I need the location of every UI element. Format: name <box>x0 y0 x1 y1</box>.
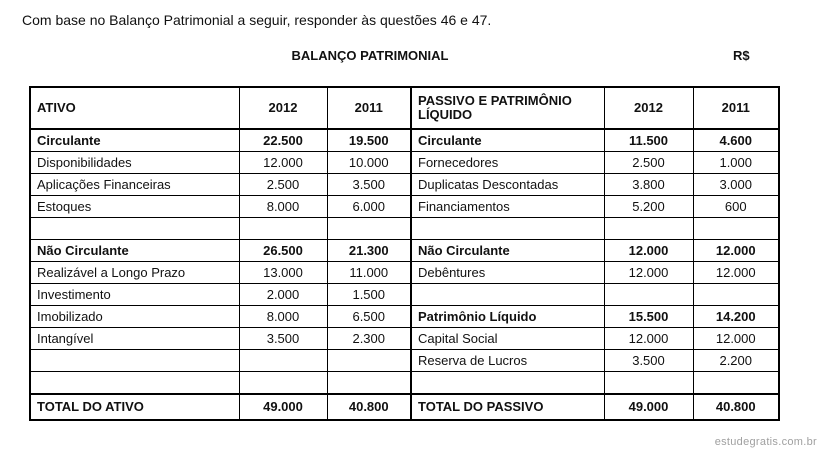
passivo-label: Patrimônio Líquido <box>411 306 604 328</box>
table-row <box>30 262 779 284</box>
passivo-2012: 12.000 <box>604 262 693 284</box>
ativo-label: Disponibilidades <box>30 152 239 174</box>
total-ativo-label: TOTAL DO ATIVO <box>30 394 239 420</box>
total-row <box>30 394 779 420</box>
passivo-2011: 14.200 <box>693 306 779 328</box>
total-passivo-2011: 40.800 <box>693 394 779 420</box>
ativo-2012: 8.000 <box>239 196 327 218</box>
passivo-2011: 600 <box>693 196 779 218</box>
ativo-2011: 6.000 <box>327 196 411 218</box>
ativo-2011: 21.300 <box>327 240 411 262</box>
passivo-2011: 1.000 <box>693 152 779 174</box>
passivo-2012: 3.800 <box>604 174 693 196</box>
spacer-row <box>30 372 779 395</box>
passivo-2012: 11.500 <box>604 129 693 152</box>
watermark-text: estudegratis.com.br <box>714 436 817 448</box>
passivo-2011: 3.000 <box>693 174 779 196</box>
ativo-label: Imobilizado <box>30 306 239 328</box>
total-ativo-2011: 40.800 <box>327 394 411 420</box>
table-row <box>30 328 779 350</box>
passivo-label: Duplicatas Descontadas <box>411 174 604 196</box>
intro-text: Com base no Balanço Patrimonial a seguir, responder às questões 46 e 47. <box>22 12 492 28</box>
ativo-2011: 2.300 <box>327 328 411 350</box>
passivo-2011: 2.200 <box>693 350 779 372</box>
ativo-2011: 1.500 <box>327 284 411 306</box>
ativo-2012: 26.500 <box>239 240 327 262</box>
ativo-label: Circulante <box>30 129 239 152</box>
passivo-label: Debêntures <box>411 262 604 284</box>
ativo-2012: 2.500 <box>239 174 327 196</box>
passivo-label <box>411 284 604 306</box>
ativo-2011 <box>327 350 411 372</box>
passivo-2011: 4.600 <box>693 129 779 152</box>
passivo-label: Não Circulante <box>411 240 604 262</box>
header-passivo: PASSIVO E PATRIMÔNIO LÍQUIDO <box>411 87 604 129</box>
balance-sheet-table <box>29 86 780 421</box>
table-row <box>30 350 779 372</box>
ativo-2011: 19.500 <box>327 129 411 152</box>
passivo-label: Capital Social <box>411 328 604 350</box>
table-row <box>30 240 779 262</box>
passivo-2011: 12.000 <box>693 262 779 284</box>
ativo-2011: 10.000 <box>327 152 411 174</box>
ativo-2012: 12.000 <box>239 152 327 174</box>
passivo-2012: 12.000 <box>604 328 693 350</box>
passivo-label: Fornecedores <box>411 152 604 174</box>
ativo-label: Estoques <box>30 196 239 218</box>
passivo-2011 <box>693 284 779 306</box>
ativo-2011: 3.500 <box>327 174 411 196</box>
header-ativo: ATIVO <box>30 87 239 129</box>
table-row <box>30 174 779 196</box>
total-ativo-2012: 49.000 <box>239 394 327 420</box>
table-row <box>30 196 779 218</box>
ativo-2012: 2.000 <box>239 284 327 306</box>
header-ativo-2011: 2011 <box>327 87 411 129</box>
ativo-2012: 22.500 <box>239 129 327 152</box>
ativo-2012: 13.000 <box>239 262 327 284</box>
ativo-2012: 8.000 <box>239 306 327 328</box>
table-row <box>30 129 779 152</box>
spacer-row <box>30 218 779 240</box>
total-passivo-2012: 49.000 <box>604 394 693 420</box>
total-passivo-label: TOTAL DO PASSIVO <box>411 394 604 420</box>
header-ativo-2012: 2012 <box>239 87 327 129</box>
passivo-label: Circulante <box>411 129 604 152</box>
header-passivo-2012: 2012 <box>604 87 693 129</box>
header-passivo-2011: 2011 <box>693 87 779 129</box>
currency-label: R$ <box>733 48 750 63</box>
passivo-2012: 3.500 <box>604 350 693 372</box>
ativo-2011: 6.500 <box>327 306 411 328</box>
table-row <box>30 152 779 174</box>
ativo-label: Não Circulante <box>30 240 239 262</box>
ativo-label <box>30 350 239 372</box>
passivo-2012: 12.000 <box>604 240 693 262</box>
passivo-2011: 12.000 <box>693 240 779 262</box>
ativo-label: Realizável a Longo Prazo <box>30 262 239 284</box>
table-header-row <box>30 87 779 129</box>
ativo-label: Intangível <box>30 328 239 350</box>
passivo-2011: 12.000 <box>693 328 779 350</box>
passivo-label: Reserva de Lucros <box>411 350 604 372</box>
passivo-2012: 2.500 <box>604 152 693 174</box>
ativo-2011: 11.000 <box>327 262 411 284</box>
ativo-label: Investimento <box>30 284 239 306</box>
passivo-2012: 15.500 <box>604 306 693 328</box>
passivo-label: Financiamentos <box>411 196 604 218</box>
passivo-2012 <box>604 284 693 306</box>
table-row <box>30 306 779 328</box>
ativo-2012: 3.500 <box>239 328 327 350</box>
page-title: BALANÇO PATRIMONIAL <box>291 48 449 63</box>
ativo-2012 <box>239 350 327 372</box>
table-row <box>30 284 779 306</box>
ativo-label: Aplicações Financeiras <box>30 174 239 196</box>
passivo-2012: 5.200 <box>604 196 693 218</box>
